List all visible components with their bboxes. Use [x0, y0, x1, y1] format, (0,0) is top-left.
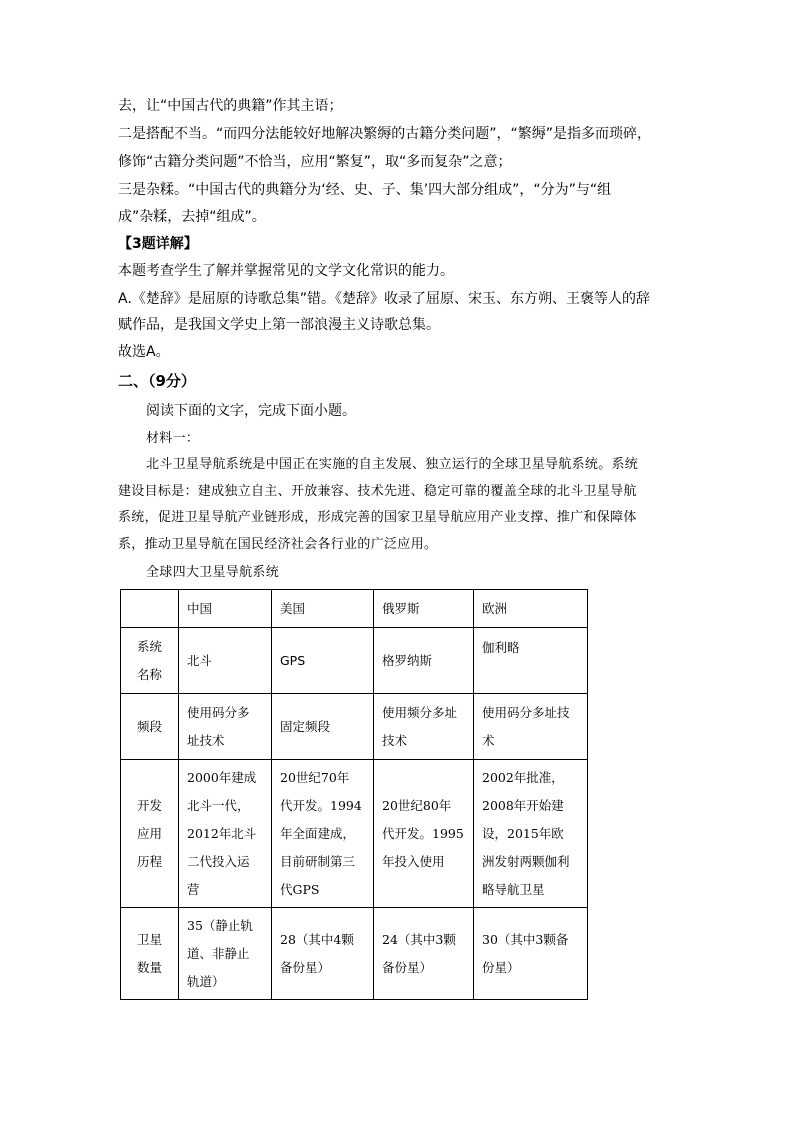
table-cell: 2002年批准， 2008年开始建 设，2015年欧 洲发射两颗伽利 略导航卫星: [474, 760, 588, 908]
satellite-table: [120, 589, 588, 1000]
table-title: 全球四大卫星导航系统: [146, 565, 280, 580]
table-cell: 伽利略: [474, 628, 588, 694]
table-cell: 20世纪70年 代开发。1994 年全面建成， 目前研制第三 代GPS: [272, 760, 374, 908]
table-row: [121, 628, 588, 694]
text-line: 修饰“古籍分类问题”不恰当，应用“繁复”，取“多而复杂”之意；: [118, 154, 512, 170]
table-cell: 固定频段: [272, 694, 374, 760]
text-line: 成”杂糅，去掉“组成”。: [118, 209, 266, 225]
table-cell: 北斗: [179, 628, 272, 694]
text-line: 二是搭配不当。“而四分法能较好地解决繁缛的古籍分类问题”，“繁缛”是指多而琐碎，: [118, 126, 652, 142]
text-line: 去，让“中国古代的典籍”作其主语；: [118, 98, 343, 114]
table-cell: 使用码分多址技 术: [474, 694, 588, 760]
row-label: 频段: [121, 694, 179, 760]
header-cell: 中国: [179, 590, 272, 628]
table-cell: 格罗纳斯: [374, 628, 474, 694]
text-line: A.《楚辞》是屈原的诗歌总集”错。《楚辞》收录了屈原、宋玉、东方朔、王褒等人的辞: [118, 291, 651, 307]
text-line: 三是杂糅。“中国古代的典籍分为‘经、史、子、集’四大部分组成”，“分为”与“组: [118, 182, 612, 198]
table-cell: 2000年建成 北斗一代， 2012年北斗 二代投入运 营: [179, 760, 272, 908]
table-row: [121, 908, 588, 1000]
table-header-row: [121, 590, 588, 628]
table-cell: 35（静止轨 道、非静止 轨道）: [179, 908, 272, 1000]
text-line: 赋作品，是我国文学史上第一部浪漫主义诗歌总集。: [118, 317, 440, 333]
table-cell: 使用码分多 址技术: [179, 694, 272, 760]
table-cell: GPS: [272, 628, 374, 694]
table-cell: 30（其中3颗备 份星）: [474, 908, 588, 1000]
instruction: 阅读下面的文字，完成下面小题。: [146, 403, 356, 419]
table-cell: 24（其中3颗 备份星）: [374, 908, 474, 1000]
header-cell: [121, 590, 179, 628]
table-row: [121, 760, 588, 908]
paragraph-line: 建设目标是：建成独立自主、开放兼容、技术先进、稳定可靠的覆盖全球的北斗卫星导航: [118, 484, 637, 499]
paragraph-line: 系统，促进卫星导航产业链形成，形成完善的国家卫星导航应用产业支撑、推广和保障体: [118, 510, 637, 525]
header-cell: 欧洲: [474, 590, 588, 628]
text-line: 本题考查学生了解并掌握常见的文学文化常识的能力。: [118, 263, 454, 279]
table-cell: 使用频分多址 技术: [374, 694, 474, 760]
table-cell: 28（其中4颗 备份星）: [272, 908, 374, 1000]
text-line: 故选A。: [118, 344, 170, 360]
material-label: 材料一：: [146, 431, 200, 446]
table-cell: 20世纪80年 代开发。1995 年投入使用: [374, 760, 474, 908]
header-cell: 美国: [272, 590, 374, 628]
section-title: 二、（9分）: [118, 372, 196, 390]
paragraph-line: 北斗卫星导航系统是中国正在实施的自主发展、独立运行的全球卫星导航系统。系统: [146, 457, 639, 472]
row-label: 系统 名称: [121, 628, 179, 694]
paragraph-line: 系，推动卫星导航在国民经济社会各行业的广泛应用。: [118, 537, 438, 552]
section-heading: 【3题详解】: [118, 236, 198, 252]
row-label: 卫星 数量: [121, 908, 179, 1000]
row-label: 开发 应用 历程: [121, 760, 179, 908]
table-row: [121, 694, 588, 760]
header-cell: 俄罗斯: [374, 590, 474, 628]
